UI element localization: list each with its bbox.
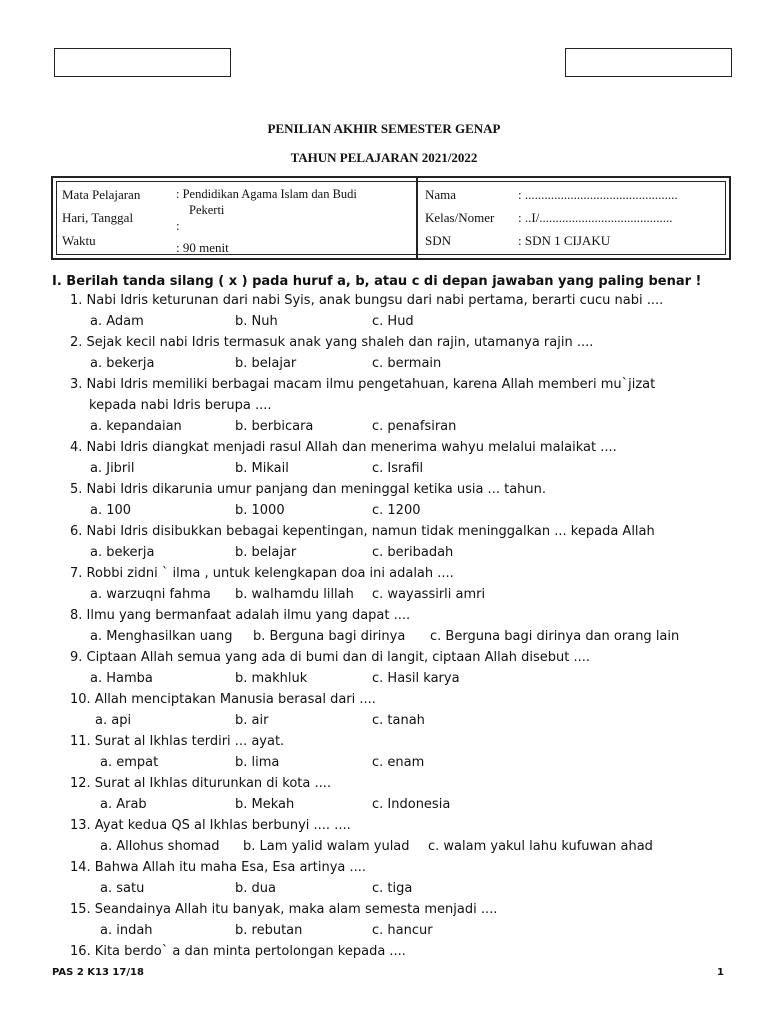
option-c[interactable]: c. hancur (372, 923, 433, 938)
question-text: 10. Allah menciptakan Manusia berasal dari .... (70, 692, 376, 707)
info-table (51, 176, 731, 260)
option-b[interactable]: b. makhluk (235, 671, 308, 686)
academic-year: TAHUN PELAJARAN 2021/2022 (290, 150, 478, 165)
option-c[interactable]: c. Indonesia (372, 797, 451, 812)
question-text: 2. Sejak kecil nabi Idris termasuk anak yang shaleh dan rajin, utamanya rajin .... (70, 335, 594, 350)
sdn-label: SDN (425, 233, 452, 248)
option-c[interactable]: c. tanah (372, 713, 425, 728)
question-text: 3. Nabi Idris memiliki berbagai macam ilmu pengetahuan, karena Allah memberi mu`jizat (70, 377, 656, 392)
option-b[interactable]: b. dua (235, 881, 276, 896)
option-a[interactable]: a. bekerja (90, 356, 155, 371)
waktu-label: Waktu (62, 233, 96, 248)
option-c[interactable]: c. beribadah (372, 545, 454, 560)
option-b[interactable]: b. berbicara (235, 419, 314, 434)
question-text: 6. Nabi Idris disibukkan bebagai kepentingan, namun tidak meninggalkan ... kepada Allah (70, 524, 655, 539)
question-text: 8. Ilmu yang bermanfaat adalah ilmu yang dapat .... (70, 608, 411, 623)
option-b[interactable]: b. belajar (235, 545, 297, 560)
instruction: I. Berilah tanda silang ( x ) pada huruf a, b, atau c di depan jawaban yang paling benar ! (52, 274, 702, 289)
option-c[interactable]: c. 1200 (372, 503, 421, 518)
option-c[interactable]: c. Hasil karya (372, 671, 460, 686)
question-text: 5. Nabi Idris dikarunia umur panjang dan meninggal ketika usia ... tahun. (70, 482, 547, 497)
option-a[interactable]: a. Arab (100, 797, 147, 812)
kelas-field[interactable]: : ..I/......................................... (518, 210, 673, 225)
option-c[interactable]: c. Hud (372, 314, 414, 329)
exam-title: PENILIAN AKHIR SEMESTER GENAP (267, 121, 501, 136)
option-a[interactable]: a. indah (100, 923, 153, 938)
option-c[interactable]: c. penafsiran (372, 419, 457, 434)
option-b[interactable]: b. rebutan (235, 923, 303, 938)
option-a[interactable]: a. 100 (90, 503, 132, 518)
option-b[interactable]: b. Mikail (235, 461, 289, 476)
option-b[interactable]: b. lima (235, 755, 280, 770)
question-text: 11. Surat al Ikhlas terdiri ... ayat. (70, 734, 285, 749)
header-box-right (565, 48, 732, 77)
option-c[interactable]: c. enam (372, 755, 425, 770)
option-a[interactable]: a. Adam (90, 314, 144, 329)
option-c[interactable]: c. walam yakul lahu kufuwan ahad (428, 839, 653, 854)
hari-label: Hari, Tanggal (62, 210, 134, 225)
question-text: 1. Nabi Idris keturunan dari nabi Syis, anak bungsu dari nabi pertama, berarti cucu nabi .... (70, 293, 664, 308)
question-text: 14. Bahwa Allah itu maha Esa, Esa artinya .... (70, 860, 367, 875)
question-text: 15. Seandainya Allah itu banyak, maka alam semesta menjadi .... (70, 902, 498, 917)
sdn-value: : SDN 1 CIJAKU (518, 233, 611, 248)
option-a[interactable]: a. Jibril (90, 461, 135, 476)
waktu-value: : 90 menit (176, 240, 229, 255)
hari-value: : (176, 218, 180, 233)
nama-label: Nama (425, 187, 457, 202)
option-a[interactable]: a. warzuqni fahma (90, 587, 211, 602)
mapel-value: : Pendidikan Agama Islam dan Budi (176, 187, 357, 201)
option-b[interactable]: b. Lam yalid walam yulad (243, 839, 410, 854)
option-b[interactable]: b. Berguna bagi dirinya (253, 629, 406, 644)
option-b[interactable]: b. walhamdu lillah (235, 587, 354, 602)
question-text: 12. Surat al Ikhlas diturunkan di kota .... (70, 776, 332, 791)
footer-code: PAS 2 K13 17/18 (52, 967, 144, 978)
kelas-label: Kelas/Nomer (425, 210, 495, 225)
nama-field[interactable]: : ............................................... (518, 187, 678, 202)
option-c[interactable]: c. bermain (372, 356, 442, 371)
question-text: 9. Ciptaan Allah semua yang ada di bumi dan di langit, ciptaan Allah disebut .... (70, 650, 590, 665)
option-b[interactable]: b. air (235, 713, 269, 728)
question-text: 4. Nabi Idris diangkat menjadi rasul Allah dan menerima wahyu melalui malaikat .... (70, 440, 617, 455)
option-a[interactable]: a. bekerja (90, 545, 155, 560)
question-text: 7. Robbi zidni ` ilma , untuk kelengkapan doa ini adalah .... (70, 566, 454, 581)
option-b[interactable]: b. Nuh (235, 314, 278, 329)
option-c[interactable]: c. Berguna bagi dirinya dan orang lain (430, 629, 680, 644)
option-c[interactable]: c. tiga (372, 881, 413, 896)
mapel-label: Mata Pelajaran (62, 187, 141, 202)
question-text: 16. Kita berdo` a dan minta pertolongan kepada .... (70, 944, 406, 959)
question-text: 13. Ayat kedua QS al Ikhlas berbunyi .... .... (70, 818, 351, 833)
info-table-divider (416, 178, 418, 258)
option-a[interactable]: a. kepandaian (90, 419, 182, 434)
option-c[interactable]: c. wayassirli amri (372, 587, 486, 602)
option-a[interactable]: a. Hamba (90, 671, 153, 686)
option-a[interactable]: a. satu (100, 881, 145, 896)
page-number: 1 (717, 967, 724, 978)
mapel-value-cont: Pekerti (189, 203, 225, 217)
option-a[interactable]: a. Allohus shomad (100, 839, 220, 854)
header-box-left (54, 48, 231, 77)
option-b[interactable]: b. 1000 (235, 503, 285, 518)
option-a[interactable]: a. Menghasilkan uang (90, 629, 233, 644)
option-b[interactable]: b. belajar (235, 356, 297, 371)
option-a[interactable]: a. api (95, 713, 132, 728)
question-text-cont: kepada nabi Idris berupa .... (89, 398, 272, 413)
option-b[interactable]: b. Mekah (235, 797, 295, 812)
option-a[interactable]: a. empat (100, 755, 159, 770)
option-c[interactable]: c. Israfil (372, 461, 424, 476)
